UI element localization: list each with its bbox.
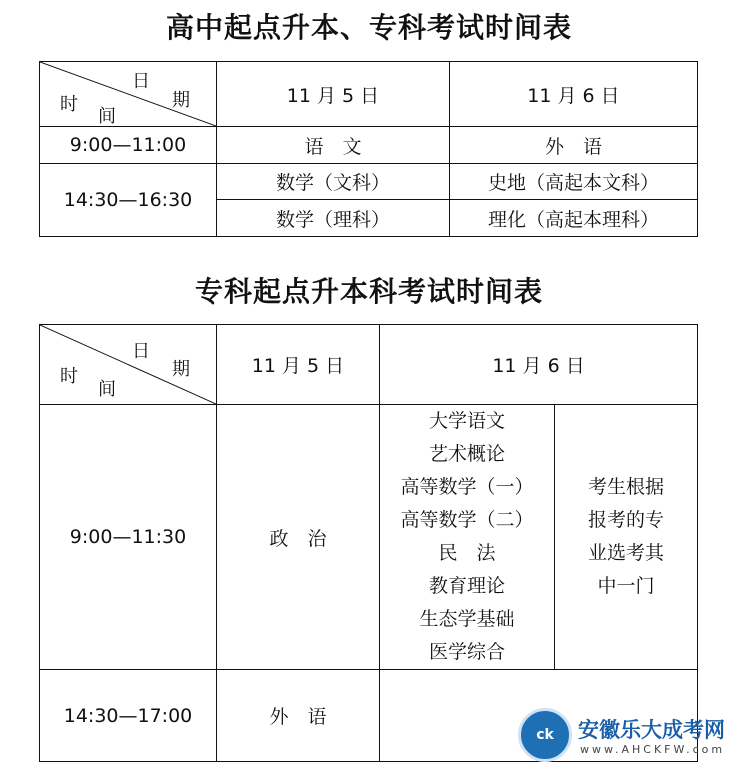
time-slot: 9:00—11:30 xyxy=(40,405,217,670)
list-item: 医学综合 xyxy=(428,641,505,663)
corner-label-interval: 间 xyxy=(98,106,116,127)
subject-cell: 数学（理科） xyxy=(217,200,450,237)
table2-title: 专科起点升本科考试时间表 xyxy=(194,275,543,308)
corner-label-date: 日 xyxy=(132,341,150,362)
note-line: 业选考其 xyxy=(588,542,665,564)
list-item: 民 法 xyxy=(438,542,496,564)
elective-subject-list xyxy=(380,405,555,670)
corner-label-time: 时 xyxy=(60,94,78,115)
day2-header: 11 月 6 日 xyxy=(450,62,698,127)
elective-note xyxy=(555,405,698,670)
site-url: www.AHCKFW.com xyxy=(580,743,726,756)
note-line: 中一门 xyxy=(597,575,655,597)
corner-label-time: 时 xyxy=(60,366,78,387)
day1-header: 11 月 5 日 xyxy=(217,325,380,405)
corner-header-cell xyxy=(40,325,217,405)
site-name: 安徽乐大成考网 xyxy=(578,718,725,742)
note-line: 考生根据 xyxy=(588,476,665,498)
corner-label-interval: 间 xyxy=(98,379,116,400)
table1-title: 高中起点升本、专科考试时间表 xyxy=(165,11,572,44)
day2-header: 11 月 6 日 xyxy=(380,325,698,405)
time-slot: 9:00—11:00 xyxy=(40,127,217,164)
subject-cell: 外 语 xyxy=(217,670,380,762)
corner-label-period: 期 xyxy=(172,90,190,111)
corner-label-period: 期 xyxy=(172,359,190,380)
list-item: 生态学基础 xyxy=(419,608,515,630)
list-item: 高等数学（二） xyxy=(400,509,534,531)
list-item: 艺术概论 xyxy=(428,443,505,465)
corner-label-date: 日 xyxy=(132,71,150,92)
logo-badge-icon: ck xyxy=(518,708,572,762)
list-item: 高等数学（一） xyxy=(400,476,534,498)
corner-header-cell xyxy=(40,62,217,127)
subject-cell: 数学（文科） xyxy=(217,164,450,200)
subject-cell: 语 文 xyxy=(217,127,450,164)
subject-cell: 理化（高起本理科） xyxy=(450,200,698,237)
exam-schedule-table-1 xyxy=(39,61,698,237)
watermark-logo xyxy=(518,706,732,764)
subject-cell: 政 治 xyxy=(217,405,380,670)
exam-schedule-table-2 xyxy=(39,324,698,762)
subject-cell: 外 语 xyxy=(450,127,698,164)
subject-cell: 史地（高起本文科） xyxy=(450,164,698,200)
time-slot: 14:30—17:00 xyxy=(40,670,217,762)
time-slot: 14:30—16:30 xyxy=(40,164,217,237)
list-item: 教育理论 xyxy=(428,575,505,597)
note-line: 报考的专 xyxy=(588,509,665,531)
list-item: 大学语文 xyxy=(428,410,505,432)
day1-header: 11 月 5 日 xyxy=(217,62,450,127)
